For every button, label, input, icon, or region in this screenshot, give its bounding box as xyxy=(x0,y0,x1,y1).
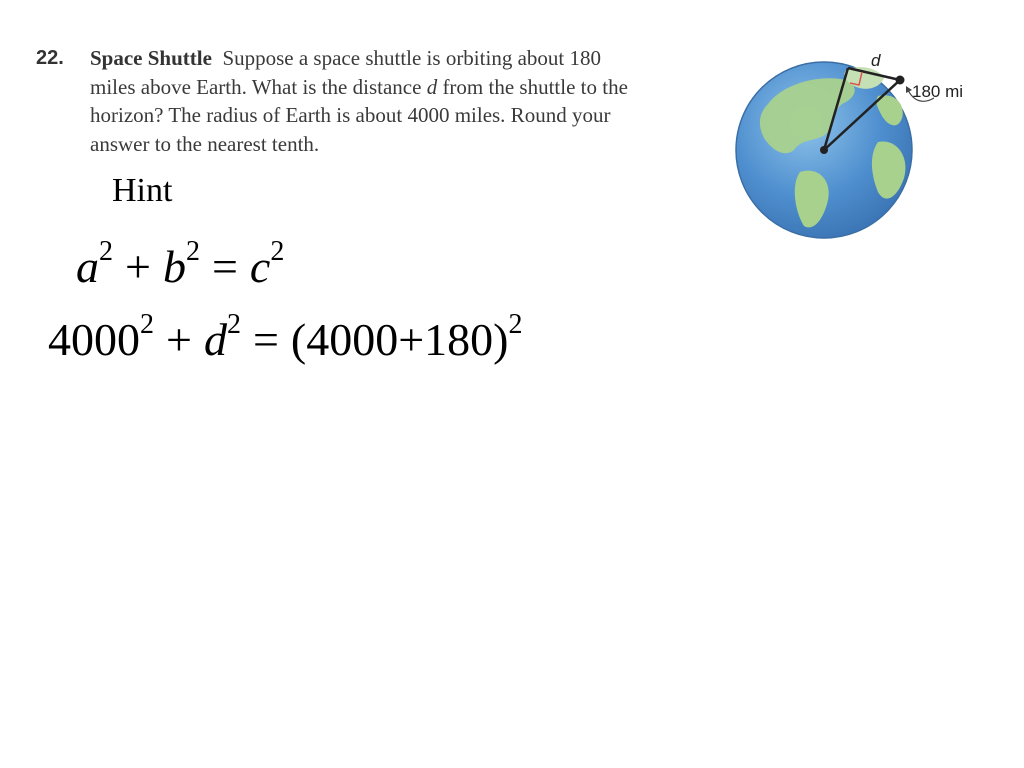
problem-variable-d: d xyxy=(426,74,438,99)
problem-number: 22. xyxy=(36,47,64,69)
hint-label: Hint xyxy=(112,172,173,209)
problem-statement-part2: from the shuttle to the horizon? The radius of Earth is about 4000 miles. Round your answer to the nearest tenth. xyxy=(90,74,628,156)
problem-text xyxy=(90,44,650,158)
equals-sign-2: = xyxy=(252,314,279,365)
var-c: c xyxy=(249,241,271,292)
problem-statement-part1: Suppose a space shuttle is orbiting about 180 miles above Earth. What is the distance xyxy=(90,46,601,99)
exponent-a: 2 xyxy=(99,235,113,267)
plus-sign: + xyxy=(125,241,151,292)
var-b: b xyxy=(162,241,186,292)
d-label: d xyxy=(871,51,881,70)
substituted-equation xyxy=(48,308,523,366)
plus-sign-2: + xyxy=(166,314,192,365)
exponent-radius: 2 xyxy=(140,308,154,340)
exponent-c: 2 xyxy=(270,235,285,267)
var-a: a xyxy=(76,241,99,292)
var-d: d xyxy=(203,314,227,365)
earth-figure xyxy=(728,46,988,246)
exponent-d: 2 xyxy=(226,308,241,340)
distance-label: 180 mi xyxy=(912,82,964,101)
rhs-term: (4000+180) xyxy=(290,314,509,365)
equals-sign: = xyxy=(211,241,238,292)
shuttle-dot xyxy=(896,76,905,85)
problem-title: Space Shuttle xyxy=(90,46,212,70)
radius-term: 4000 xyxy=(48,314,140,365)
exponent-b: 2 xyxy=(185,235,200,267)
exponent-rhs: 2 xyxy=(508,308,523,340)
pythagorean-equation xyxy=(76,235,285,293)
earth-diagram xyxy=(728,46,988,246)
earth-center-dot xyxy=(820,146,828,154)
